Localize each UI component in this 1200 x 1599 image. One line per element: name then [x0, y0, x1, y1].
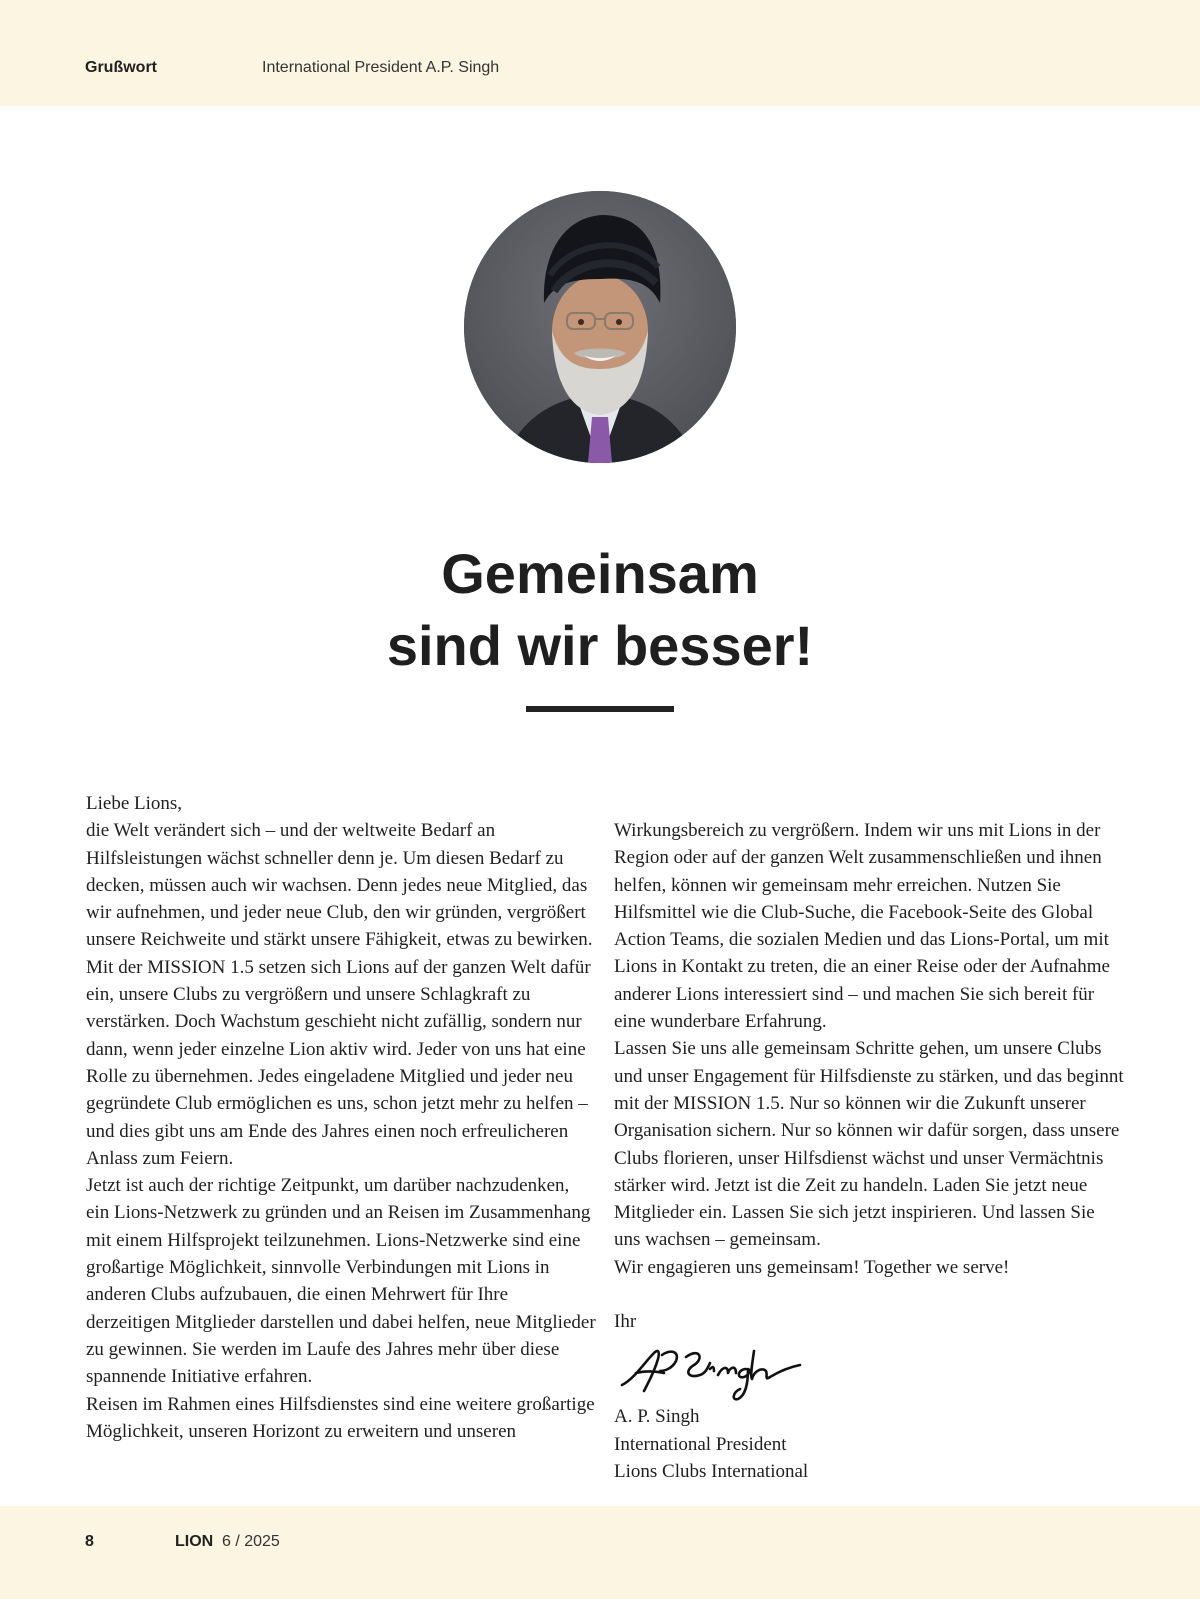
headline-line-2: sind wir besser! — [386, 614, 814, 677]
letter-paragraph: die Welt verändert sich – und der weltweite Bedarf an Hilfsleistungen wächst schneller denn je. Um diesen Bedarf zu decken, müssen auch wir wachsen. Denn jedes neue Mitglied, das wir aufnehmen, und jeder neue Club, den wir gründen, vergrößert unsere Reichweite und stärkt unsere Fähigkeit, etwas zu bewirken. — [86, 820, 593, 951]
signer-title: International President — [614, 1433, 787, 1455]
headline-divider — [526, 706, 674, 712]
magazine-issue: 6 / 2025 — [222, 1533, 280, 1550]
footer-band — [0, 1506, 1200, 1599]
signature-image — [614, 1339, 864, 1403]
letter-paragraph: Reisen im Rahmen eines Hilfsdienstes sind eine weitere großartige Möglichkeit, unseren Horizont zu erweitern und unseren — [86, 1393, 595, 1442]
signer-name: A. P. Singh — [614, 1406, 700, 1428]
letter-column-left — [86, 790, 596, 1445]
header-band — [0, 0, 1200, 106]
portrait-illustration — [464, 191, 736, 463]
magazine-name: LION — [175, 1533, 214, 1550]
section-subtitle: International President A.P. Singh — [262, 59, 500, 76]
letter-paragraph: Mit der MISSION 1.5 setzen sich Lions auf der ganzen Welt dafür ein, unsere Clubs zu vergrößern und unsere Schlagkraft zu verstärken. Doch Wachstum geschieht nicht zufällig, sondern nur dann, wenn jeder einzelne Lion aktiv wird. Jeder von uns hat eine Rolle zu übernehmen. Jedes eingeladene Mitglied und jeder neu gegründete Club ermöglichen es uns, schon jetzt mehr zu helfen – und dies gibt uns am Ende des Jahres einen noch erfreulicheren Anlass zum Feiern. — [86, 956, 591, 1169]
letter-closing: Ihr — [614, 1311, 637, 1333]
letter-paragraph: Jetzt ist auch der richtige Zeitpunkt, um darüber nachzudenken, ein Lions-Netzwerk zu gründen und an Reisen im Zusammenhang mit einem Hilfsprojekt teilzunehmen. Lions-Netzwerke sind eine großartige Möglichkeit, sinnvolle Verbindungen mit Lions in anderen Clubs aufzubauen, die einen Mehrwert für Ihre derzeitigen Mitglieder darstellen und dabei helfen, neue Mitglieder zu gewinnen. Sie werden im Laufe des Jahres mehr über diese spannende Initiative erfahren. — [86, 1175, 596, 1388]
page-number: 8 — [85, 1533, 94, 1550]
letter-salutation: Liebe Lions, — [86, 793, 183, 814]
letter-paragraph: Wirkungsbereich zu vergrößern. Indem wir uns mit Lions in der Region oder auf der ganzen Welt zusammenschließen und ihnen helfen, können wir gemeinsam mehr erreichen. Nutzen Sie Hilfsmittel wie die Club-Suche, die Facebook-Seite des Global Action Teams, die sozialen Medien und das Lions-Portal, um mit Lions in Kontakt zu treten, die an einer Reise oder der Aufnahme anderer Lions interessiert sind – und machen Sie sich bereit für eine wunderbare Erfahrung. — [614, 820, 1110, 1033]
letter-paragraph: Lassen Sie uns alle gemeinsam Schritte gehen, um unsere Clubs und unser Engagement für Hilfsdienste zu stärken, und das beginnt mit der MISSION 1.5. Nur so können wir die Zukunft unserer Organisation sichern. Nur so können wir dafür sorgen, dass unsere Clubs florieren, unser Hilfsdienst wächst und unser Vermächtnis stärker wird. Jetzt ist die Zeit zu handeln. Laden Sie jetzt neue Mitglieder ein. Lassen Sie sich jetzt inspirieren. Und lassen Sie uns wachsen – gemeinsam. — [614, 1038, 1124, 1251]
letter-column-right — [614, 817, 1124, 1485]
section-label: Grußwort — [85, 59, 157, 76]
headline — [200, 538, 1000, 682]
signer-organization: Lions Clubs International — [614, 1460, 809, 1482]
letter-paragraph: Wir engagieren uns gemeinsam! Together we serve! — [614, 1256, 1010, 1278]
portrait-photo — [464, 191, 736, 463]
headline-line-1: Gemeinsam — [441, 542, 759, 605]
